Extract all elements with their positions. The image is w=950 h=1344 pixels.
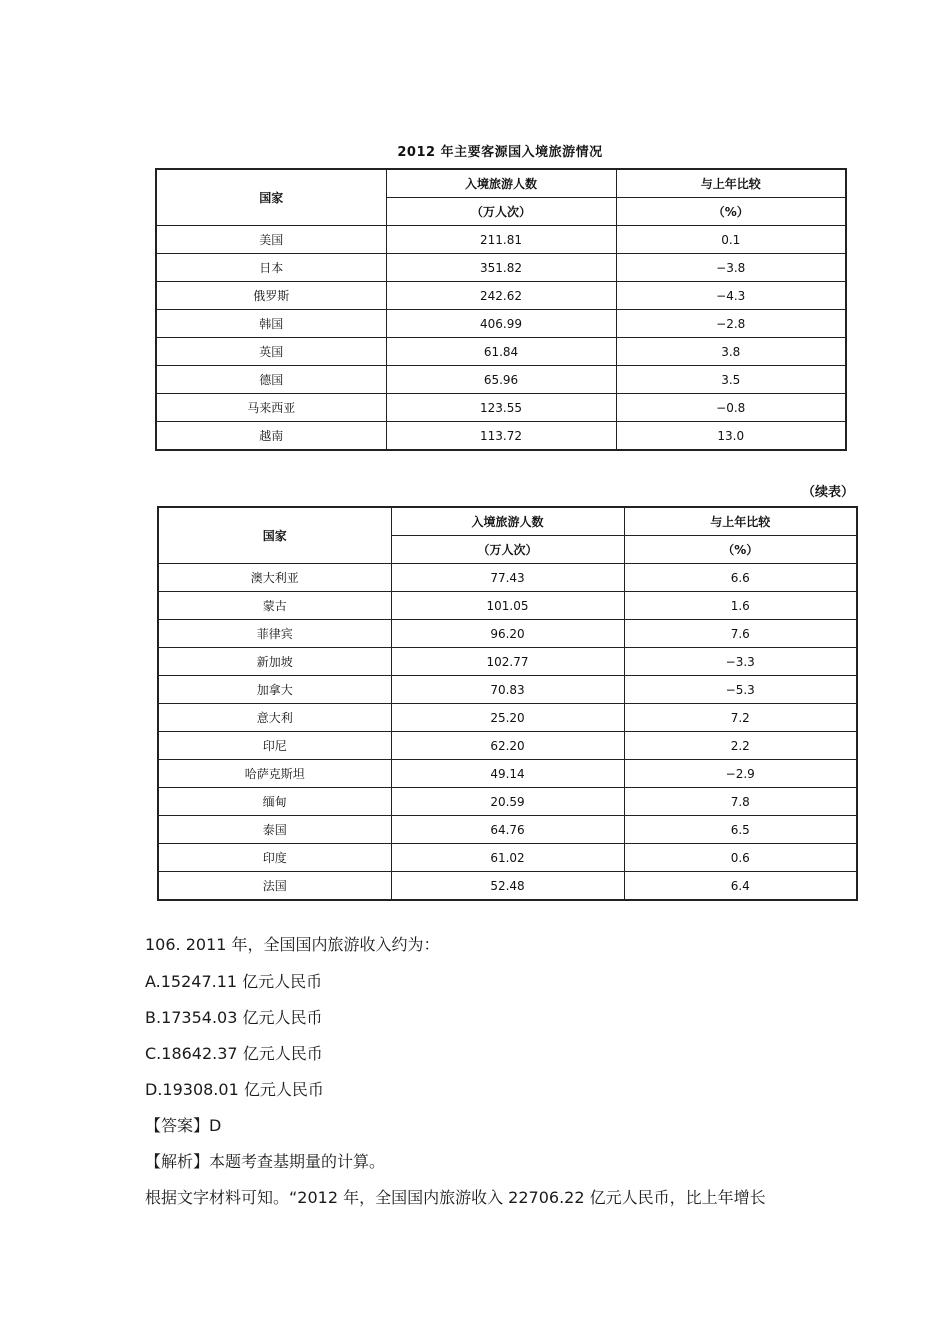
continued-label: （续表）	[801, 485, 854, 500]
table-row	[158, 788, 857, 816]
table-row	[158, 844, 857, 872]
option-a: A.15247.11 亿元人民币	[145, 972, 323, 991]
inbound-tourism-table	[155, 168, 847, 451]
visitors-cell: 62.20	[391, 732, 624, 760]
table-row	[158, 676, 857, 704]
country-cell: 印度	[158, 844, 391, 872]
change-cell: 7.8	[624, 788, 857, 816]
visitors-cell: 64.76	[391, 816, 624, 844]
header-country: 国家	[156, 169, 386, 226]
change-cell: −2.8	[616, 310, 846, 338]
option-c: C.18642.37 亿元人民币	[145, 1044, 323, 1063]
visitors-cell: 70.83	[391, 676, 624, 704]
visitors-cell: 96.20	[391, 620, 624, 648]
country-cell: 蒙古	[158, 592, 391, 620]
change-cell: −0.8	[616, 394, 846, 422]
visitors-cell: 65.96	[386, 366, 616, 394]
change-cell: 7.2	[624, 704, 857, 732]
change-cell: −2.9	[624, 760, 857, 788]
change-cell: −4.3	[616, 282, 846, 310]
change-cell: −3.3	[624, 648, 857, 676]
change-cell: −5.3	[624, 676, 857, 704]
visitors-cell: 25.20	[391, 704, 624, 732]
table-row	[156, 422, 846, 451]
visitors-cell: 101.05	[391, 592, 624, 620]
table-row	[158, 564, 857, 592]
change-cell: 7.6	[624, 620, 857, 648]
table-row	[156, 366, 846, 394]
country-cell: 马来西亚	[156, 394, 386, 422]
header-visitors-unit: （万人次）	[391, 536, 624, 564]
change-cell: −3.8	[616, 254, 846, 282]
table-row	[158, 760, 857, 788]
country-cell: 俄罗斯	[156, 282, 386, 310]
country-cell: 越南	[156, 422, 386, 451]
country-cell: 英国	[156, 338, 386, 366]
explanation: 根据文字材料可知。“2012 年，全国国内旅游收入 22706.22 亿元人民币，比上年增长	[145, 1188, 766, 1207]
change-cell: 3.5	[616, 366, 846, 394]
visitors-cell: 113.72	[386, 422, 616, 451]
table-row	[158, 732, 857, 760]
question-stem: 106. 2011 年，全国国内旅游收入约为：	[145, 935, 440, 954]
header-visitors-unit: （万人次）	[386, 198, 616, 226]
analysis: 【解析】本题考查基期量的计算。	[145, 1152, 386, 1171]
country-cell: 意大利	[158, 704, 391, 732]
country-cell: 缅甸	[158, 788, 391, 816]
option-d: D.19308.01 亿元人民币	[145, 1080, 324, 1099]
header-change: 与上年比较	[624, 507, 857, 536]
country-cell: 印尼	[158, 732, 391, 760]
country-cell: 德国	[156, 366, 386, 394]
country-cell: 泰国	[158, 816, 391, 844]
country-cell: 美国	[156, 226, 386, 254]
visitors-cell: 49.14	[391, 760, 624, 788]
header-visitors: 入境旅游人数	[391, 507, 624, 536]
visitors-cell: 406.99	[386, 310, 616, 338]
table-row	[156, 394, 846, 422]
inbound-tourism-table-continued	[157, 506, 858, 901]
table-row	[156, 282, 846, 310]
country-cell: 菲律宾	[158, 620, 391, 648]
visitors-cell: 77.43	[391, 564, 624, 592]
header-change: 与上年比较	[616, 169, 846, 198]
change-cell: 2.2	[624, 732, 857, 760]
visitors-cell: 242.62	[386, 282, 616, 310]
table-row	[158, 592, 857, 620]
country-cell: 法国	[158, 872, 391, 901]
table-row	[156, 226, 846, 254]
visitors-cell: 52.48	[391, 872, 624, 901]
visitors-cell: 61.02	[391, 844, 624, 872]
visitors-cell: 61.84	[386, 338, 616, 366]
table-row	[156, 254, 846, 282]
country-cell: 加拿大	[158, 676, 391, 704]
visitors-cell: 102.77	[391, 648, 624, 676]
change-cell: 0.6	[624, 844, 857, 872]
header-visitors: 入境旅游人数	[386, 169, 616, 198]
option-b: B.17354.03 亿元人民币	[145, 1008, 323, 1027]
header-change-unit: （%）	[624, 536, 857, 564]
table-row	[158, 872, 857, 901]
answer: 【答案】D	[145, 1116, 222, 1135]
country-cell: 日本	[156, 254, 386, 282]
visitors-cell: 123.55	[386, 394, 616, 422]
visitors-cell: 211.81	[386, 226, 616, 254]
table-row	[156, 338, 846, 366]
visitors-cell: 20.59	[391, 788, 624, 816]
change-cell: 1.6	[624, 592, 857, 620]
table-row	[158, 704, 857, 732]
country-cell: 哈萨克斯坦	[158, 760, 391, 788]
table-row	[158, 620, 857, 648]
change-cell: 6.4	[624, 872, 857, 901]
table-row	[158, 816, 857, 844]
country-cell: 新加坡	[158, 648, 391, 676]
country-cell: 澳大利亚	[158, 564, 391, 592]
table-row	[156, 310, 846, 338]
header-change-unit: （%）	[616, 198, 846, 226]
change-cell: 0.1	[616, 226, 846, 254]
header-country: 国家	[158, 507, 391, 564]
country-cell: 韩国	[156, 310, 386, 338]
table-row	[158, 648, 857, 676]
change-cell: 3.8	[616, 338, 846, 366]
change-cell: 6.6	[624, 564, 857, 592]
change-cell: 13.0	[616, 422, 846, 451]
table-title: 2012 年主要客源国入境旅游情况	[397, 145, 603, 160]
visitors-cell: 351.82	[386, 254, 616, 282]
change-cell: 6.5	[624, 816, 857, 844]
